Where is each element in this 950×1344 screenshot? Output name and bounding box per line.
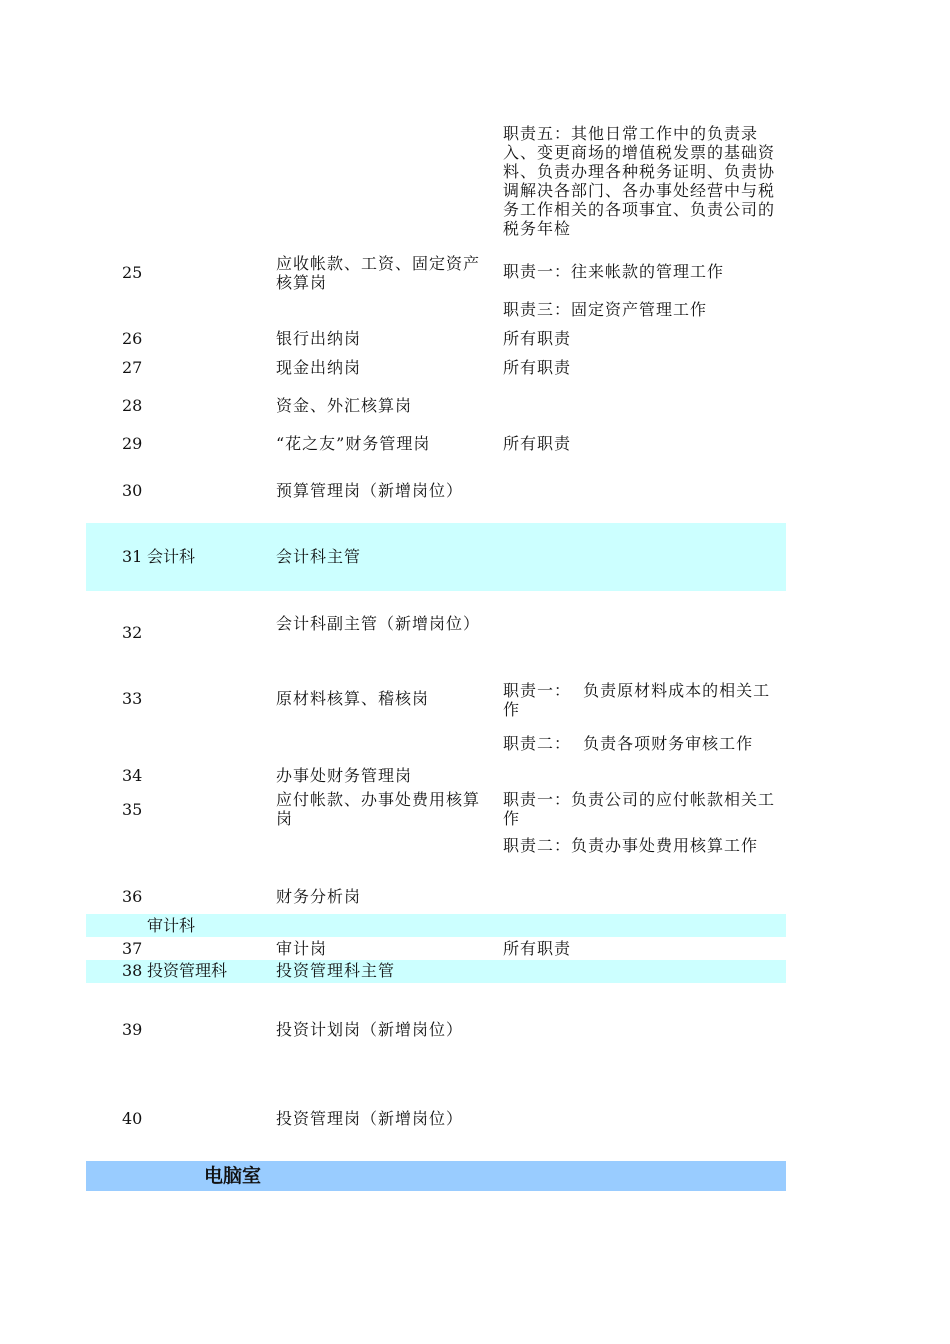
- duty-cell: 所有职责: [503, 358, 572, 377]
- position-cell: 财务分析岗: [276, 887, 362, 906]
- duty-cell: 所有职责: [503, 939, 572, 958]
- row-number: 27: [122, 358, 143, 377]
- row-number: 39: [122, 1020, 143, 1039]
- table-row: [86, 298, 786, 322]
- position-cell: 预算管理岗（新增岗位）: [276, 481, 464, 500]
- row-number: 37: [122, 939, 143, 958]
- row-number: 28: [122, 396, 143, 415]
- position-cell: 应收帐款、工资、固定资产核算岗: [276, 254, 481, 292]
- duty-cell: 职责二： 负责各项财务审核工作: [503, 734, 754, 753]
- duty-cell: 职责一：负责公司的应付帐款相关工作: [503, 790, 776, 828]
- position-cell: 原材料核算、稽核岗: [276, 689, 430, 708]
- table-row: [86, 834, 786, 876]
- duty-cell: 职责二：负责办事处费用核算工作: [503, 836, 759, 855]
- row-number: 32: [122, 623, 143, 642]
- row-number: 25: [122, 263, 143, 282]
- table-row: [86, 327, 786, 351]
- position-cell: 现金出纳岗: [276, 358, 362, 377]
- table-row-highlighted: [86, 914, 786, 937]
- department-cell: 会计科: [147, 547, 196, 566]
- table-row: [86, 937, 786, 960]
- table-row: [86, 788, 786, 830]
- position-cell: 会计科主管: [276, 547, 362, 566]
- duty-cell: 职责一：往来帐款的管理工作: [503, 262, 725, 281]
- department-cell: 审计科: [147, 916, 196, 935]
- table-row: [86, 732, 786, 756]
- table-row: [86, 252, 786, 292]
- row-number: 30: [122, 481, 143, 500]
- row-number: 34: [122, 766, 143, 785]
- table-row: [86, 120, 786, 242]
- table-row: [86, 612, 786, 656]
- table-row: [86, 885, 786, 909]
- duty-cell: 所有职责: [503, 434, 572, 453]
- position-cell: 投资管理科主管: [276, 961, 396, 980]
- position-cell: 审计岗: [276, 939, 328, 958]
- section-title: 电脑室: [204, 1165, 262, 1187]
- position-cell: 会计科副主管（新增岗位）: [276, 614, 481, 633]
- position-cell: 办事处财务管理岗: [276, 766, 413, 785]
- duty-cell: 职责三：固定资产管理工作: [503, 300, 708, 319]
- row-number: 26: [122, 329, 143, 348]
- row-number: 33: [122, 689, 143, 708]
- table-row-highlighted: [86, 960, 786, 983]
- table-row: [86, 394, 786, 418]
- row-number: 38: [122, 961, 143, 980]
- table-row: [86, 432, 786, 456]
- section-header-row: [86, 1161, 786, 1191]
- table-row: [86, 479, 786, 503]
- position-cell: 银行出纳岗: [276, 329, 362, 348]
- position-cell: “花之友”财务管理岗: [276, 434, 431, 453]
- position-cell: 投资管理岗（新增岗位）: [276, 1109, 464, 1128]
- table-row: [86, 1018, 786, 1042]
- table-row: [86, 356, 786, 380]
- table-row: [86, 764, 786, 788]
- duty-cell: 职责五：其他日常工作中的负责录入、变更商场的增值税发票的基础资料、负责办理各种税务证明、负责协调解决各部门、各办事处经营中与税务工作相关的各项事宜、负责公司的税务年检: [503, 124, 776, 238]
- row-number: 29: [122, 434, 143, 453]
- duty-cell: 所有职责: [503, 329, 572, 348]
- table-row-highlighted: [86, 523, 786, 591]
- row-number: 35: [122, 800, 143, 819]
- row-number: 36: [122, 887, 143, 906]
- position-cell: 资金、外汇核算岗: [276, 396, 413, 415]
- department-cell: 投资管理科: [147, 961, 228, 980]
- position-cell: 应付帐款、办事处费用核算岗: [276, 790, 481, 828]
- table-row: [86, 1107, 786, 1131]
- position-cell: 投资计划岗（新增岗位）: [276, 1020, 464, 1039]
- table-row: [86, 679, 786, 721]
- duty-cell: 职责一： 负责原材料成本的相关工作: [503, 681, 771, 719]
- row-number: 40: [122, 1109, 143, 1128]
- row-number: 31: [122, 547, 143, 566]
